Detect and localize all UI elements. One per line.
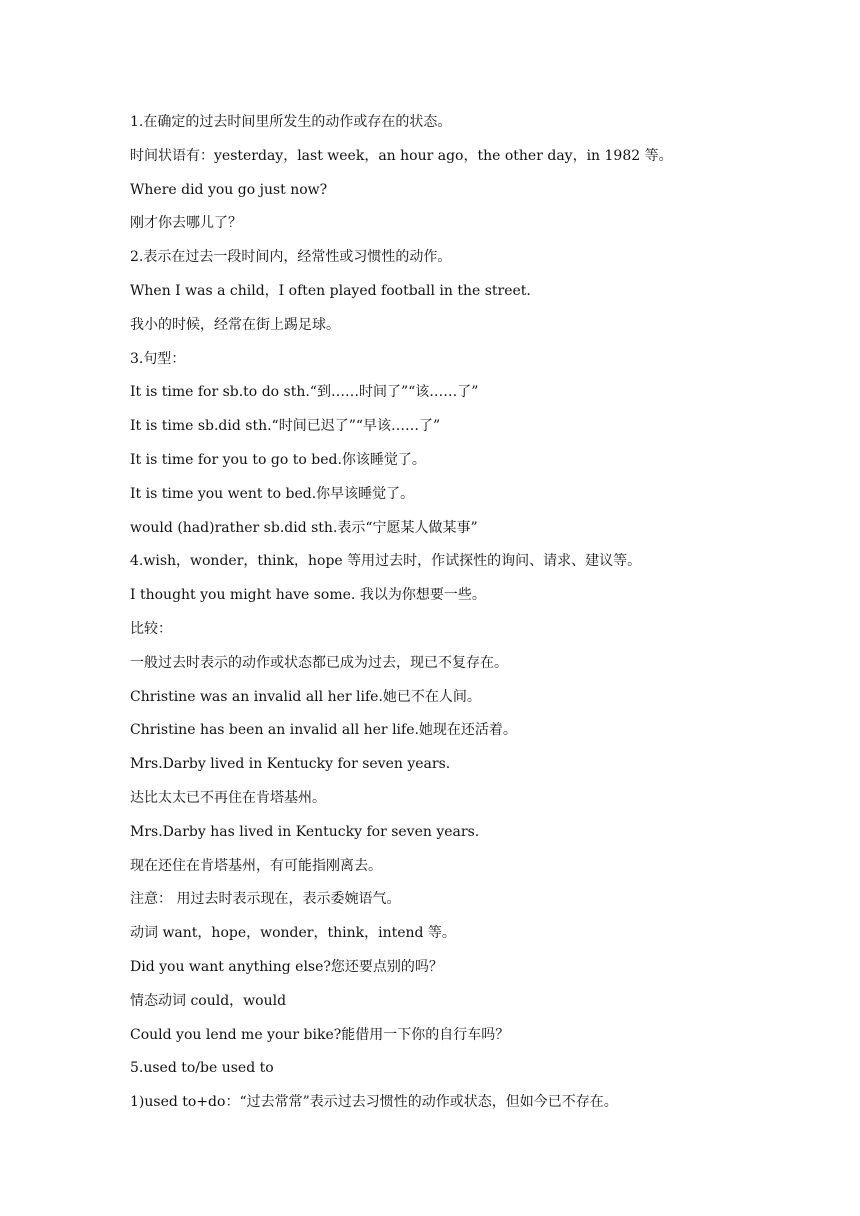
text-line: Where did you go just now? xyxy=(130,181,328,198)
text-line: I thought you might have some. 我以为你想要一些。 xyxy=(130,587,486,604)
text-line: 4.wish，wonder，think，hope 等用过去时，作试探性的询问、请求、建议等。 xyxy=(130,553,642,570)
text-line: 我小的时候，经常在街上踢足球。 xyxy=(130,316,340,333)
text-line: 注意： 用过去时表示现在，表示委婉语气。 xyxy=(130,891,401,908)
text-line: 3.句型： xyxy=(130,350,186,367)
text-line: It is time sb.did sth.“时间已迟了”“早该……了” xyxy=(130,418,441,435)
text-line: Mrs.Darby has lived in Kentucky for seven years. xyxy=(130,823,480,840)
text-line: 5.used to/be used to xyxy=(130,1060,274,1077)
text-line: It is time you went to bed.你早该睡觉了。 xyxy=(130,485,415,502)
text-line: 动词 want，hope，wonder，think，intend 等。 xyxy=(130,925,456,942)
document-body xyxy=(130,110,770,1124)
text-line: 现在还住在肯塔基州，有可能指刚离去。 xyxy=(130,857,382,874)
text-line: Could you lend me your bike?能借用一下你的自行车吗？ xyxy=(130,1026,510,1043)
text-line: 刚才你去哪儿了？ xyxy=(130,215,242,232)
text-line: 1.在确定的过去时间里所发生的动作或存在的状态。 xyxy=(130,114,452,130)
text-line: It is time for you to go to bed.你该睡觉了。 xyxy=(130,451,426,468)
text-line: Mrs.Darby lived in Kentucky for seven years. xyxy=(130,756,451,773)
text-line: 2.表示在过去一段时间内，经常性或习惯性的动作。 xyxy=(130,249,452,266)
text-line: When I was a child，I often played football in the street. xyxy=(130,282,531,299)
text-line: 比较： xyxy=(130,620,172,637)
text-line: Christine was an invalid all her life.她已不在人间。 xyxy=(130,688,481,705)
text-line: would (had)rather sb.did sth.表示“宁愿某人做某事” xyxy=(130,519,478,536)
text-line: 达比太太已不再住在肯塔基州。 xyxy=(130,789,326,806)
text-line: 时间状语有：yesterday，last week，an hour ago，the other day，in 1982 等。 xyxy=(130,147,673,164)
text-line: 情态动词 could，would xyxy=(130,992,287,1009)
text-line: It is time for sb.to do sth.“到……时间了”“该……了” xyxy=(130,384,479,401)
text-line: Did you want anything else?您还要点别的吗？ xyxy=(130,958,443,975)
text-line: Christine has been an invalid all her life.她现在还活着。 xyxy=(130,722,517,739)
text-line: 一般过去时表示的动作或状态都已成为过去，现已不复存在。 xyxy=(130,654,508,671)
text-line: 1)used to+do：“过去常常”表示过去习惯性的动作或状态，但如今已不存在。 xyxy=(130,1094,618,1111)
